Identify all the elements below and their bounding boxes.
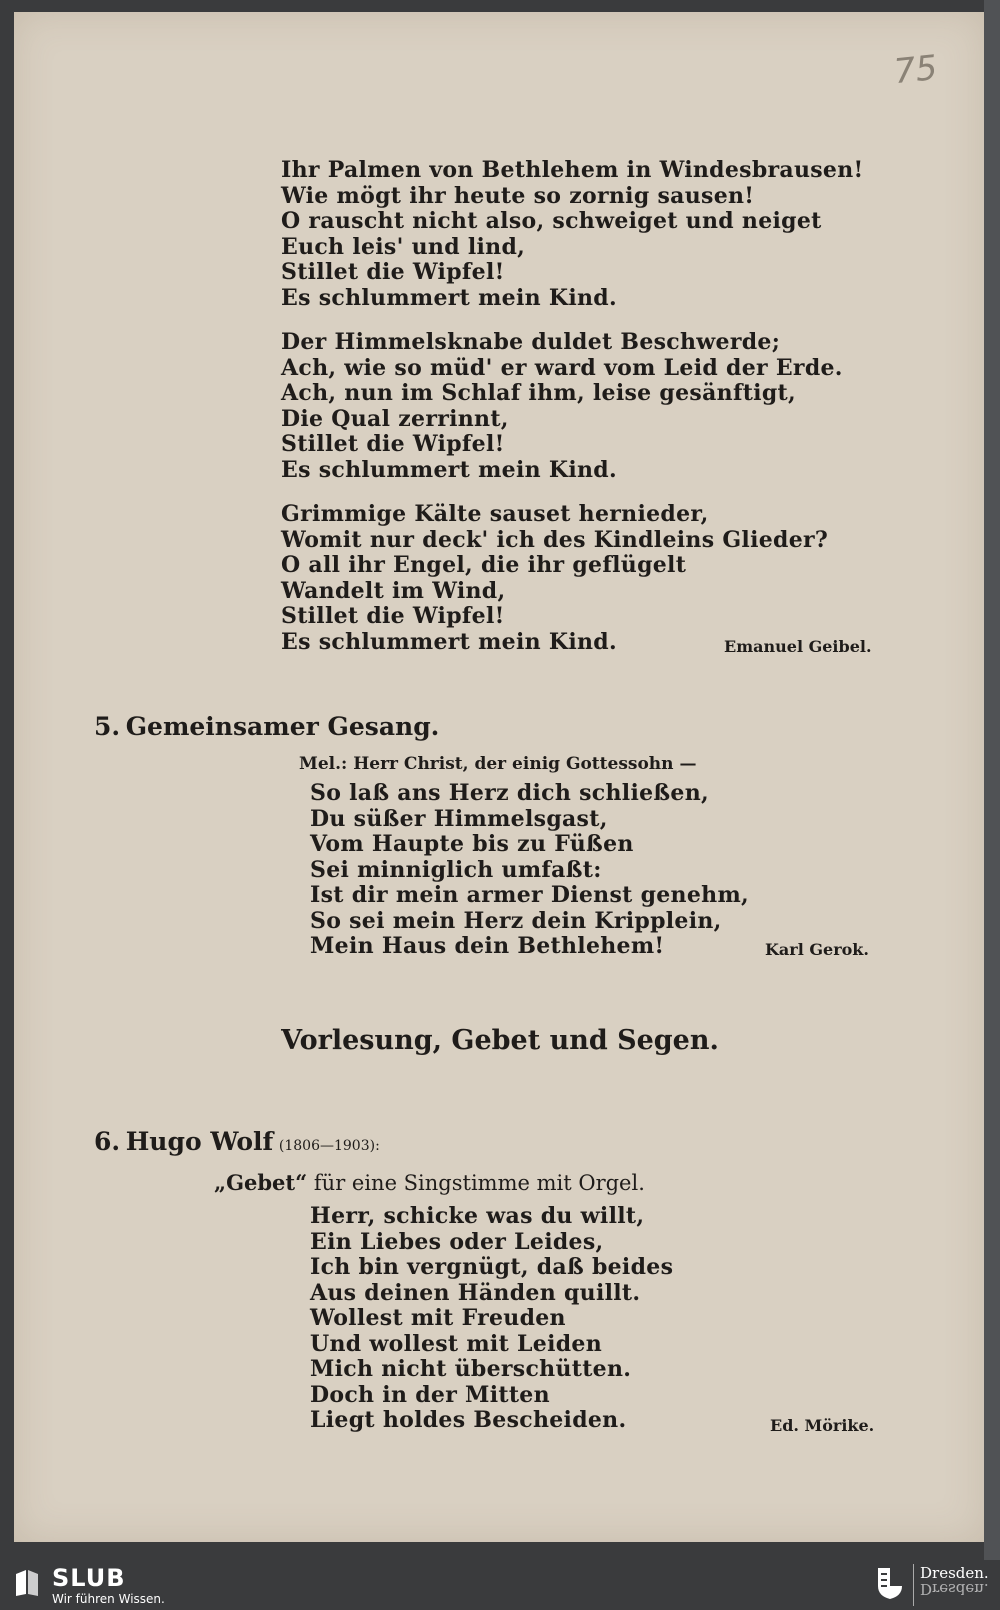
verse-line: Wollest mit Freuden	[310, 1305, 566, 1331]
verse-line: Doch in der Mitten	[310, 1381, 550, 1408]
verse-line: Liegt holdes Bescheiden.	[310, 1407, 627, 1433]
city-crest-icon	[876, 1566, 904, 1600]
poem1-stanza-1	[281, 158, 863, 311]
section6-heading	[94, 1127, 380, 1156]
verse-line: Stillet die Wipfel!	[281, 603, 505, 629]
section5-number: 5.	[94, 712, 121, 741]
verse-line: O rauscht nicht also, schweiget und neiget	[281, 208, 822, 234]
verse-line: Mein Haus dein Bethlehem!	[310, 933, 665, 959]
verse-line: Stillet die Wipfel!	[281, 259, 505, 285]
verse-line: Wandelt im Wind,	[281, 577, 506, 604]
city-name[interactable]: Dresden.	[920, 1564, 989, 1582]
poem1-author: Emanuel Geibel.	[724, 637, 872, 656]
section6-verse	[310, 1204, 673, 1434]
scan-edge	[984, 0, 1000, 1560]
verse-line: Es schlummert mein Kind.	[281, 628, 617, 655]
verse-line: Wie mögt ihr heute so zornig sausen!	[281, 182, 755, 209]
verse-line: Mich nicht überschütten.	[310, 1356, 632, 1382]
verse-line: Du süßer Himmelsgast,	[310, 805, 608, 832]
verse-line: Der Himmelsknabe duldet Beschwerde;	[281, 329, 781, 355]
library-tagline: Wir führen Wissen.	[52, 1592, 165, 1606]
section6-author: Ed. Mörike.	[770, 1416, 875, 1435]
verse-line: Sei minniglich umfaßt:	[310, 856, 602, 883]
verse-line: Und wollest mit Leiden	[310, 1330, 603, 1357]
verse-line: Vom Haupte bis zu Füßen	[310, 831, 634, 857]
section6-piece	[214, 1170, 645, 1195]
verse-line: Die Qual zerrinnt,	[281, 405, 509, 432]
section5-melody: Mel.: Herr Christ, der einig Gottessohn —	[299, 754, 697, 774]
verse-line: Grimmige Kälte sauset hernieder,	[281, 501, 709, 527]
section5-title: Gemeinsamer Gesang.	[125, 712, 440, 741]
verse-line: Ach, nun im Schlaf ihm, leise gesänftigt,	[281, 380, 796, 406]
piece-description: für eine Singstimme mit Orgel.	[313, 1171, 645, 1195]
verse-line: Ach, wie so müd' er ward vom Leid der Erde.	[281, 354, 843, 381]
interlude-heading: Vorlesung, Gebet und Segen.	[281, 1025, 719, 1056]
verse-line: Es schlummert mein Kind.	[281, 456, 617, 483]
verse-line: Es schlummert mein Kind.	[281, 284, 617, 311]
verse-line: Stillet die Wipfel!	[281, 431, 505, 457]
piece-title: „Gebet“	[214, 1170, 308, 1195]
verse-line: Aus deinen Händen quillt.	[310, 1279, 641, 1306]
slub-logo-icon[interactable]	[14, 1568, 40, 1598]
section6-years: (1806—1903):	[278, 1138, 380, 1154]
verse-line: Euch leis' und lind,	[281, 233, 526, 260]
section5-heading	[94, 712, 439, 741]
city-name-mirror: Dresden.	[920, 1580, 989, 1598]
verse-line: Ich bin vergnügt, daß beides	[310, 1254, 674, 1280]
verse-line: O all ihr Engel, die ihr geflügelt	[281, 552, 687, 578]
verse-line: Herr, schicke was du willt,	[310, 1203, 645, 1229]
footer-divider	[913, 1564, 914, 1606]
footer-bar	[0, 1560, 1000, 1610]
verse-line: Womit nur deck' ich des Kindleins Glieder?	[281, 526, 829, 553]
library-name[interactable]: SLUB	[52, 1564, 126, 1592]
pencil-page-number: 75	[892, 47, 940, 93]
poem1-stanza-2	[281, 330, 843, 483]
poem1-stanza-3	[281, 502, 828, 655]
verse-line: Ein Liebes oder Leides,	[310, 1228, 604, 1255]
section6-composer: Hugo Wolf	[125, 1127, 274, 1156]
section5-author: Karl Gerok.	[765, 940, 869, 959]
verse-line: Ihr Palmen von Bethlehem in Windesbrausen!	[281, 157, 864, 183]
section5-verse	[310, 781, 749, 960]
verse-line: Ist dir mein armer Dienst genehm,	[310, 882, 749, 908]
verse-line: So sei mein Herz dein Kripplein,	[310, 907, 722, 934]
section6-number: 6.	[94, 1127, 121, 1156]
verse-line: So laß ans Herz dich schließen,	[310, 780, 709, 806]
